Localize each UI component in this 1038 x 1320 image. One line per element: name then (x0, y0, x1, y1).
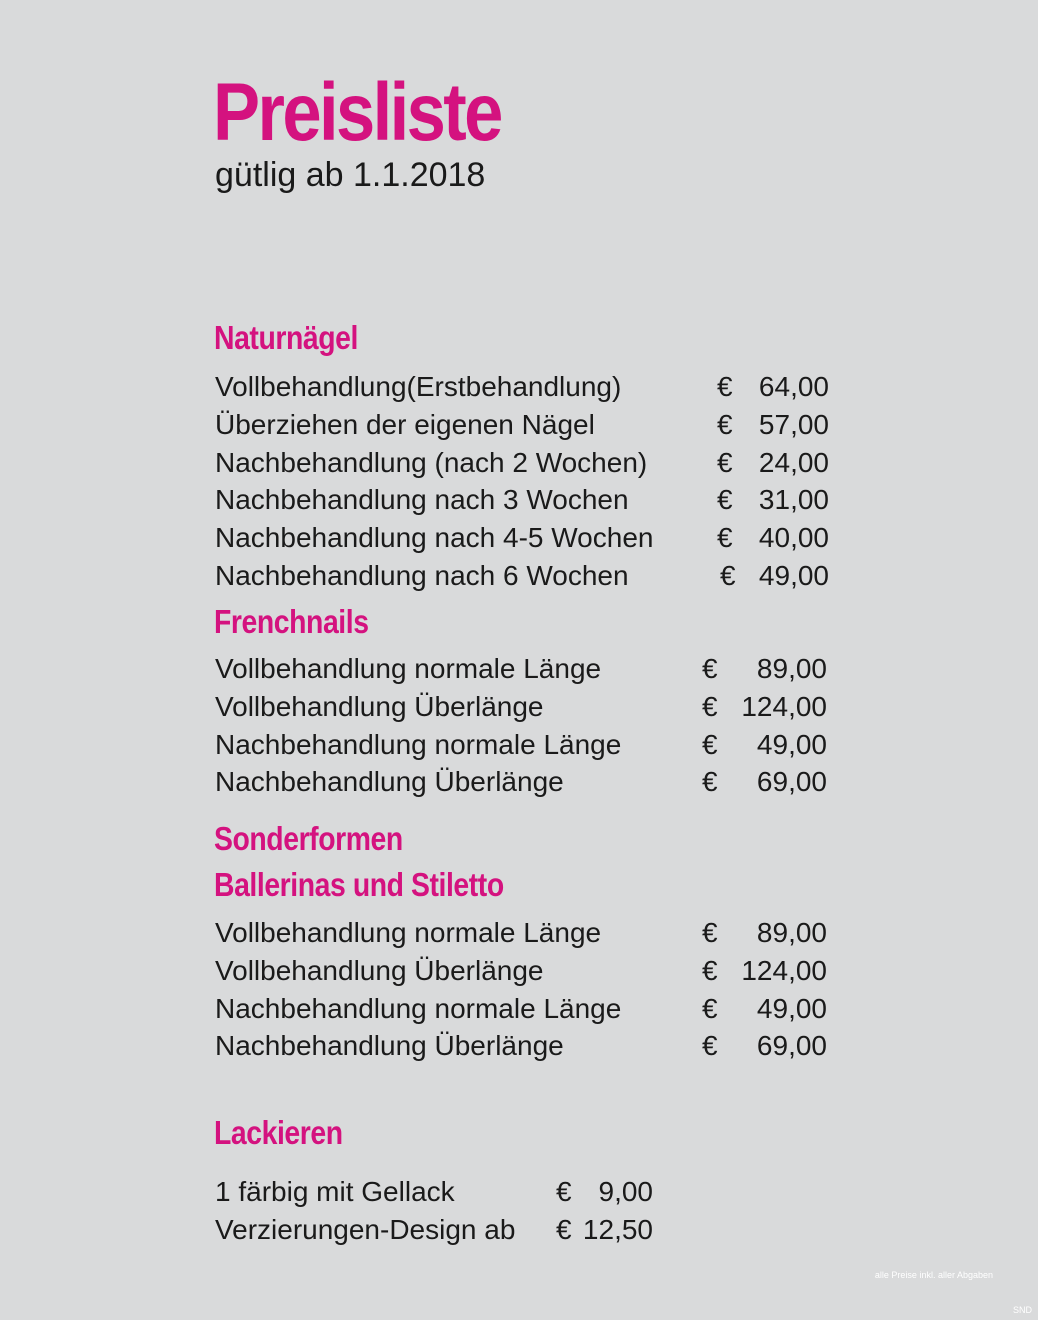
item-price: 124,00 (741, 954, 827, 986)
item-price: 124,00 (741, 690, 827, 722)
currency-symbol: € (702, 766, 718, 798)
currency-symbol: € (702, 728, 718, 760)
item-label: Verzierungen-Design ab (215, 1213, 516, 1245)
item-price: 69,00 (756, 1030, 827, 1062)
item-price: 64,00 (758, 371, 829, 402)
item-price: 31,00 (758, 484, 829, 516)
currency-symbol: € (717, 371, 733, 402)
currency-symbol: € (717, 484, 733, 516)
currency-symbol: € (720, 559, 736, 591)
item-price: 9,00 (598, 1176, 653, 1207)
currency-symbol: € (717, 446, 733, 478)
item-price: 49,00 (758, 559, 829, 591)
item-price: 89,00 (756, 917, 827, 948)
item-price: 69,00 (756, 766, 827, 798)
currency-symbol: € (702, 1030, 718, 1062)
item-label: Nachbehandlung nach 6 Wochen (215, 559, 629, 591)
page-title: Preisliste (213, 67, 501, 158)
item-label: Nachbehandlung normale Länge (215, 992, 622, 1024)
section-title-sonderformen: Sonderformen (214, 820, 403, 857)
item-label: Nachbehandlung (nach 2 Wochen) (215, 446, 648, 478)
section-title-frenchnails: Frenchnails (214, 603, 369, 640)
item-price: 49,00 (756, 992, 827, 1024)
currency-symbol: € (702, 917, 718, 948)
item-price: 12,50 (582, 1213, 653, 1245)
corner-mark: SND (1012, 1305, 1032, 1315)
currency-symbol: € (702, 954, 718, 986)
section-title-lackieren: Lackieren (214, 1114, 343, 1151)
item-label: Vollbehandlung normale Länge (215, 653, 602, 684)
currency-symbol: € (702, 653, 718, 684)
item-label: Nachbehandlung nach 3 Wochen (215, 484, 629, 516)
item-label: Vollbehandlung Überlänge (215, 690, 544, 722)
currency-symbol: € (556, 1176, 572, 1207)
item-label: Nachbehandlung nach 4-5 Wochen (215, 522, 654, 554)
section-subtitle-ballerinas-stiletto: Ballerinas und Stiletto (214, 866, 504, 903)
section-title-naturnaegel: Naturnägel (214, 319, 358, 356)
tax-footnote: alle Preise inkl. aller Abgaben (874, 1270, 993, 1280)
item-price: 24,00 (758, 446, 829, 478)
item-price: 40,00 (758, 522, 829, 554)
item-label: Nachbehandlung Überlänge (215, 766, 564, 798)
currency-symbol: € (717, 408, 733, 440)
item-label: Nachbehandlung Überlänge (215, 1030, 564, 1062)
item-label: Vollbehandlung Überlänge (215, 954, 544, 986)
item-price: 89,00 (756, 653, 827, 684)
item-label: Überziehen der eigenen Nägel (215, 408, 595, 440)
currency-symbol: € (702, 992, 718, 1024)
item-label: Nachbehandlung normale Länge (215, 728, 622, 760)
currency-symbol: € (702, 690, 718, 722)
item-price: 57,00 (758, 408, 829, 440)
valid-from-subtitle: gütlig ab 1.1.2018 (215, 156, 486, 194)
currency-symbol: € (717, 522, 733, 554)
item-price: 49,00 (756, 728, 827, 760)
item-label: Vollbehandlung normale Länge (215, 917, 602, 948)
currency-symbol: € (556, 1213, 572, 1245)
item-label: 1 färbig mit Gellack (215, 1176, 455, 1207)
item-label: Vollbehandlung(Erstbehandlung) (215, 371, 622, 402)
